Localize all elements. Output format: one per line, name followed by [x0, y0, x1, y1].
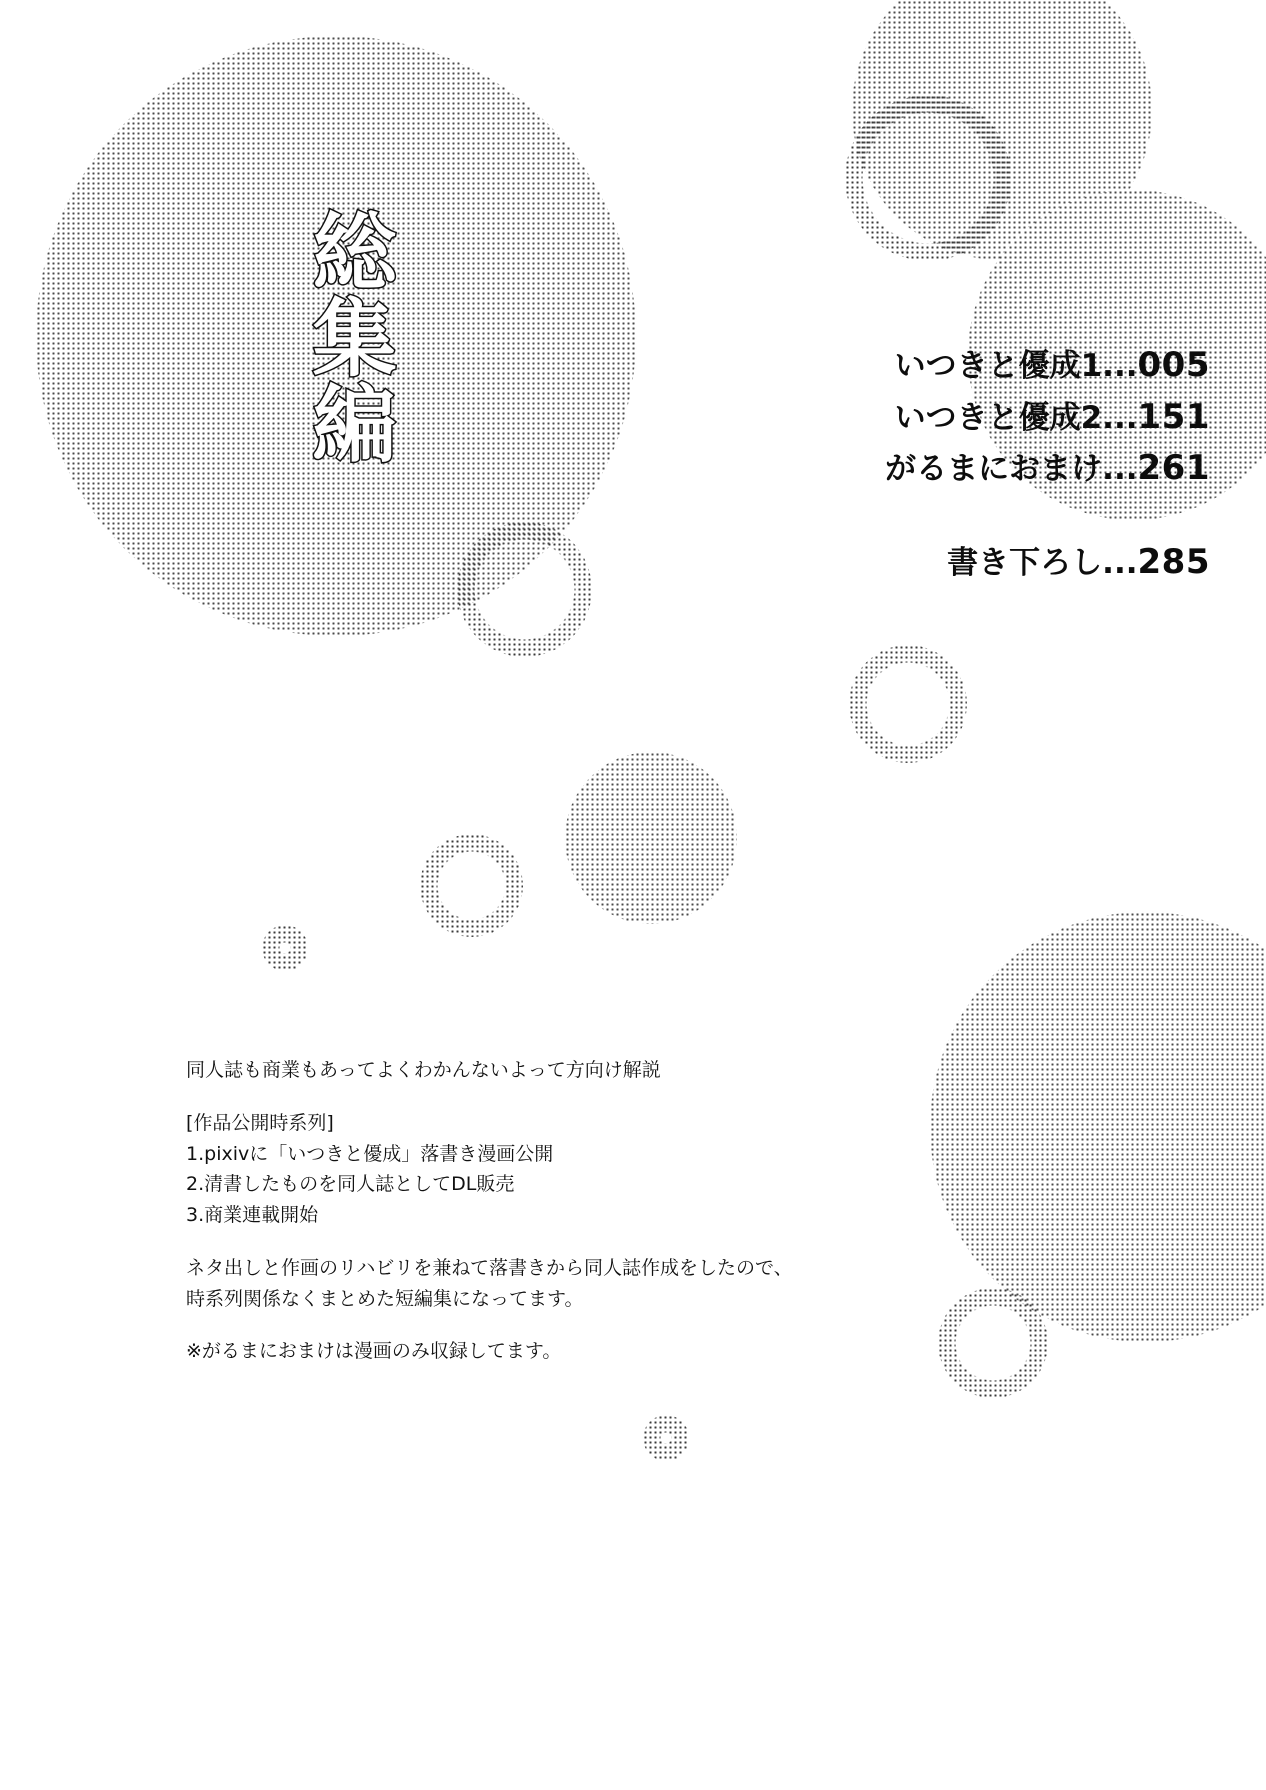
toc-entry-2-dots: ... [1102, 399, 1138, 436]
toc-entry-1-label: いつきと優成1 [894, 348, 1103, 384]
notes-timeline-title: [作品公開時系列] [186, 1111, 334, 1134]
toc-entry-1[interactable] [750, 340, 1210, 392]
toc-entry-2-page: 151 [1137, 396, 1210, 437]
explanatory-notes [186, 1055, 886, 1367]
ring-circle-mid-left [457, 522, 592, 657]
notes-footnote [186, 1336, 886, 1367]
ring-circle-bottom-small [643, 1415, 689, 1461]
toc-entry-3-page: 261 [1137, 448, 1210, 489]
notes-timeline-item-1: 1.pixivに「いつきと優成」落書き漫画公開 [186, 1142, 554, 1165]
halftone-circle-center [565, 752, 737, 924]
toc-entry-2-label: いつきと優成2 [894, 399, 1103, 436]
toc-entry-3-dots: ... [1102, 451, 1138, 488]
notes-body-line-1: ネタ出しと作画のリハビリを兼ねて落書きから同人誌作成をしたので、 [186, 1256, 793, 1279]
notes-body-line-2: 時系列関係なくまとめた短編集になってます。 [186, 1287, 584, 1310]
notes-heading [186, 1055, 886, 1086]
toc-entry-4-label: 書き下ろし [947, 545, 1103, 582]
table-of-contents [750, 340, 1210, 589]
notes-timeline [186, 1108, 886, 1231]
ring-circle-mid-right [849, 645, 967, 763]
toc-entry-1-page: 005 [1137, 345, 1210, 385]
notes-timeline-item-3: 3.商業連載開始 [186, 1204, 319, 1227]
toc-entry-3-label: がるまにおまけ [885, 451, 1103, 488]
toc-entry-4-dots: ... [1102, 545, 1138, 582]
notes-heading-line: 同人誌も商業もあってよくわかんないよって方向け解説 [186, 1059, 661, 1081]
notes-timeline-item-2: 2.清書したものを同人誌としてDL販売 [186, 1173, 515, 1196]
ring-circle-lower-center [420, 834, 523, 937]
toc-entry-2[interactable] [750, 392, 1210, 444]
toc-entry-1-dots: ... [1102, 348, 1138, 384]
notes-body [186, 1253, 886, 1315]
ring-circle-topright [845, 95, 1011, 261]
toc-entry-3[interactable] [750, 443, 1210, 495]
toc-entry-4[interactable] [750, 537, 1210, 589]
toc-entry-4-page: 285 [1137, 542, 1210, 583]
halftone-circle-bottom-right [930, 912, 1266, 1342]
ring-circle-small-left [262, 925, 308, 971]
ring-circle-bottom-right [938, 1288, 1048, 1398]
page-title-vertical: 総集編 [299, 208, 397, 466]
notes-footnote-line: ※がるまにおまけは漫画のみ収録してます。 [186, 1340, 562, 1363]
